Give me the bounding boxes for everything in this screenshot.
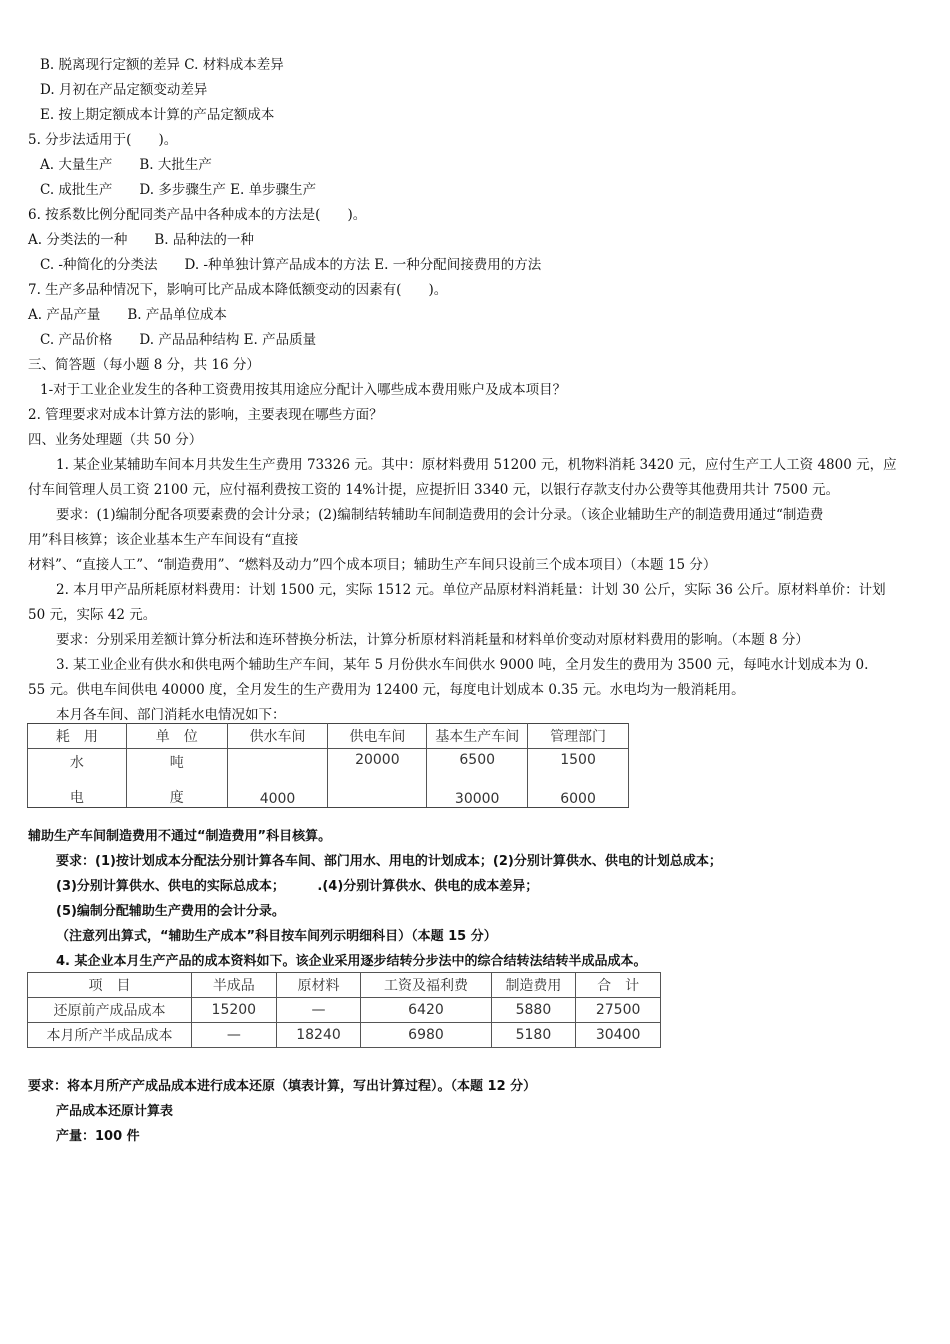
text-line: 2. 本月甲产品所耗原材料费用：计划 1500 元，实际 1512 元。单位产品原材料消耗量：计划 30 公斤，实际 36 公斤。原材料单价：计划 [56,582,886,598]
table-header-row [28,973,661,998]
table-header-cell: 制造费用 [491,973,576,998]
table-cell: 6000 [528,785,629,808]
text-line: A. 分类法的一种 B. 品种法的一种 [28,232,254,248]
table-cell: 30400 [576,1023,661,1048]
table-header-cell: 原材料 [276,973,361,998]
table-cell: 5880 [491,998,576,1023]
table-header-cell: 基本生产车间 [427,724,528,749]
table-header-cell: 管理部门 [528,724,629,749]
table-cell: 1500 [528,749,629,786]
text-line: E. 按上期定额成本计算的产品定额成本 [40,107,275,123]
text-line: (3)分别计算供水、供电的实际总成本； .(4)分别计算供水、供电的成本差异； [56,879,539,894]
table-cell: — [191,1023,276,1048]
table-cell: 本月所产半成品成本 [28,1023,192,1048]
table-cell: 6420 [361,998,491,1023]
text-line: (5)编制分配辅助生产费用的会计分录。 [56,904,285,919]
text-line: 2. 管理要求对成本计算方法的影响，主要表现在哪些方面？ [28,407,383,423]
text-line: 辅助生产车间制造费用不通过“制造费用”科目核算。 [28,829,332,844]
table-cell: 6980 [361,1023,491,1048]
table-cell: 27500 [576,998,661,1023]
text-line: （注意列出算式，“辅助生产成本”科目按车间列示明细科目）（本题 15 分） [56,929,497,944]
consumption-table [27,723,629,808]
text-line: 材料”、“直接人工”、“制造费用”、“燃料及动力”四个成本项目；辅助生产车间只设前三个成本项目）（本题 15 分） [28,557,717,573]
text-line: C. -种简化的分类法 D. -种单独计算产品成本的方法 E. 一种分配间接费用的方法 [40,257,542,273]
section-heading: 四、业务处理题（共 50 分） [28,432,203,448]
table-row [28,785,629,808]
table-cell: 5180 [491,1023,576,1048]
table-row [28,998,661,1023]
section-heading: 三、简答题（每小题 8 分，共 16 分） [28,357,260,373]
text-line: 1-对于工业企业发生的各种工资费用按其用途应分配计入哪些成本费用账户及成本项目？ [40,382,567,398]
table-header-cell: 单 位 [126,724,227,749]
table-cell: 6500 [427,749,528,786]
text-line: C. 产品价格 D. 产品品种结构 E. 产品质量 [40,332,317,348]
text-line: 用”科目核算；该企业基本生产车间设有“直接 [28,532,299,548]
text-line: 要求：将本月所产产成品成本进行成本还原（填表计算，写出计算过程）。（本题 12 分） [28,1079,537,1094]
table-cell [227,749,328,786]
table-cell: 度 [126,785,227,808]
text-line: 50 元，实际 42 元。 [28,607,157,623]
table-header-cell: 项 目 [28,973,192,998]
text-line: 3. 某工业企业有供水和供电两个辅助生产车间，某年 5 月份供水车间供水 9000 吨，全月发生的费用为 3500 元，每吨水计划成本为 0. [56,657,869,673]
table-cell: 吨 [126,749,227,786]
text-line: 1. 某企业某辅助车间本月共发生生产费用 73326 元。其中：原材料费用 51200 元，机物料消耗 3420 元，应付生产工人工资 4800 元，应 [56,457,897,473]
table-row [28,749,629,786]
text-line: 产量：100 件 [56,1129,140,1144]
text-line: B. 脱离现行定额的差异 C. 材料成本差异 [40,57,284,73]
table-header-cell: 供电车间 [328,724,427,749]
table-cell: — [276,998,361,1023]
table-header-cell: 合 计 [576,973,661,998]
table-header-cell: 耗 用 [28,724,127,749]
text-line: 要求：分别采用差额计算分析法和连环替换分析法，计算分析原材料消耗量和材料单价变动对原材料费用的影响。（本题 8 分） [56,632,809,648]
table-cell [328,785,427,808]
table-header-cell: 半成品 [191,973,276,998]
text-line: D. 月初在产品定额变动差异 [40,82,208,98]
table-cell: 电 [28,785,127,808]
text-line: 付车间管理人员工资 2100 元，应付福利费按工资的 14%计提，应提折旧 3340 元，以银行存款支付办公费等其他费用共计 7500 元。 [28,482,840,498]
table-caption: 产品成本还原计算表 [56,1104,174,1119]
table-cell: 水 [28,749,127,786]
text-line: 4. 某企业本月生产产品的成本资料如下。该企业采用逐步结转分步法中的综合结转法结转半成品成本。 [56,954,647,969]
cost-table [27,972,661,1048]
table-cell: 20000 [328,749,427,786]
text-line: 本月各车间、部门消耗水电情况如下： [56,707,286,723]
table-row [28,1023,661,1048]
table-cell: 15200 [191,998,276,1023]
text-line: 要求：(1)按计划成本分配法分别计算各车间、部门用水、用电的计划成本；(2)分别计算供水、供电的计划总成本； [56,854,722,869]
question-6: 6. 按系数比例分配同类产品中各种成本的方法是( )。 [28,207,367,223]
table-cell: 还原前产成品成本 [28,998,192,1023]
text-line: 55 元。供电车间供电 40000 度，全月发生的生产费用为 12400 元，每度电计划成本 0.35 元。水电均为一般消耗用。 [28,682,745,698]
table-header-row [28,724,629,749]
table-cell: 4000 [227,785,328,808]
table-cell: 30000 [427,785,528,808]
question-7: 7. 生产多品种情况下，影响可比产品成本降低额变动的因素有( )。 [28,282,448,298]
text-line: 要求：(1)编制分配各项要素费的会计分录；(2)编制结转辅助车间制造费用的会计分录。（该企业辅助生产的制造费用通过“制造费 [56,507,824,523]
table-header-cell: 工资及福利费 [361,973,491,998]
text-line: A. 大量生产 B. 大批生产 [40,157,212,173]
table-header-cell: 供水车间 [227,724,328,749]
question-5: 5. 分步法适用于( )。 [28,132,178,148]
text-line: C. 成批生产 D. 多步骤生产 E. 单步骤生产 [40,182,317,198]
text-line: A. 产品产量 B. 产品单位成本 [28,307,227,323]
table-cell: 18240 [276,1023,361,1048]
